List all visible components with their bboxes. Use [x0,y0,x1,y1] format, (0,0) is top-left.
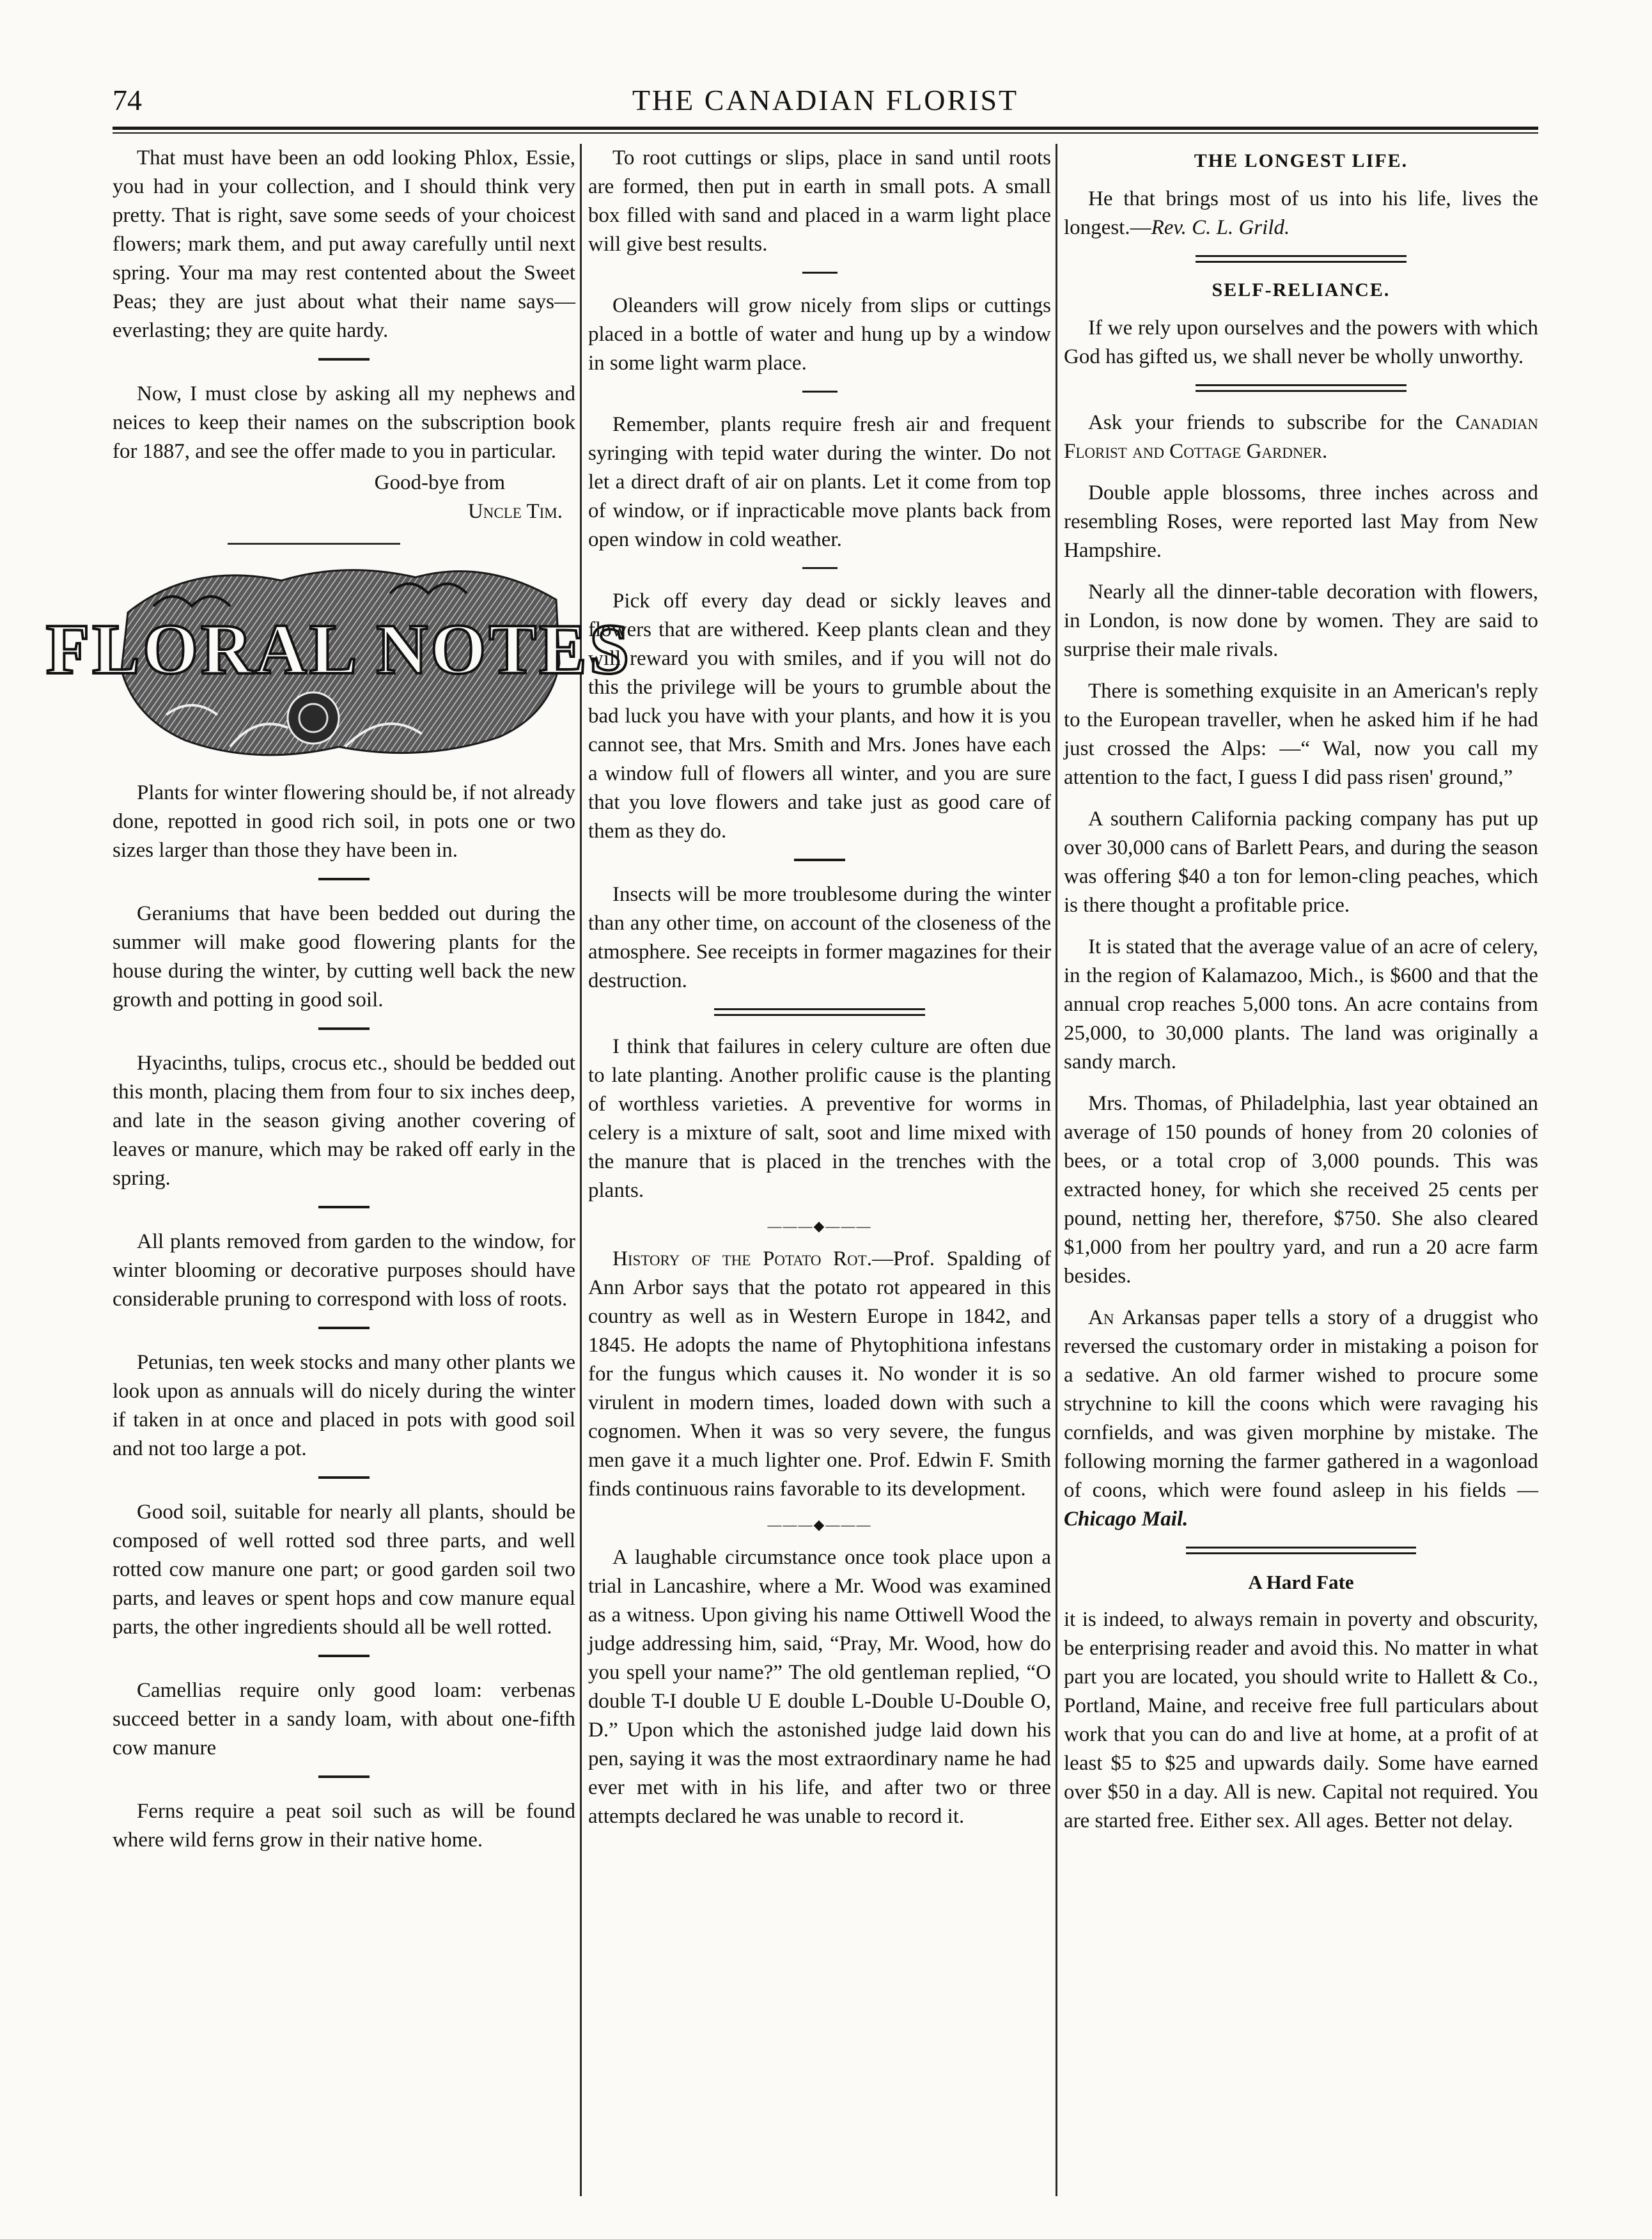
paragraph: Pick off every day dead or sickly leaves and flowers that are withered. Keep plants clean and they will reward you with smiles, and if you will not do this the privilege will be yours to grumble about the bad luck you have with your plants, and how it is you cannot see, that Mrs. Smith and Mrs. Jones have each a window full of flowers all winter, and you are sure that you love flowers and take just as good care of them as they do. [588,589,1051,843]
paragraph: Now, I must close by asking all my nephews and neices to keep their names on the subscription book for 1887, and see the offer made to you in particular. [113,382,575,463]
magazine-name: Canadian Florist and Cottage Gardner. [1064,411,1538,463]
separator-rule [794,859,845,861]
paragraph-body: —Prof. Spalding of Ann Arbor says that the potato rot appeared in this country as well as in Western Europe in 1842, and 1845. He adopts the name of Phytophitiona infestans for the fungus which causes it. No wonder it is so virulent in modern times, loaded down with such a cognomen. When it was so very severe, the fungus men gave it a much lighter one. Prof. Edwin F. Smith finds continuous rains favorable to its development. [588,1247,1051,1501]
paragraph: If we rely upon ourselves and the powers with which God has gifted us, we shall never be wholly unworthy. [1064,316,1538,368]
separator-rule [802,391,838,393]
signoff-line: Good-bye from [374,471,505,494]
paragraph-body: Ask your friends to subscribe for the [1088,411,1456,434]
paragraph: Geraniums that have been bedded out during the summer will make good flowering plants for the house during the winter, by cutting well back the new growth and potting in good soil. [113,902,575,1011]
paragraph: A southern California packing company has put up over 30,000 cans of Barlett Pears, and during the season was offering $40 a ton for lemon-cling peaches, which is there thought a profitable price. [1064,807,1538,917]
paragraph-lead: An [1088,1306,1114,1329]
paragraph: There is something exquisite in an American's reply to the European traveller, when he asked him if he had just crossed the Alps: —“ Wal, now you call my attention to the fact, I guess I did pass risen' ground,” [1064,680,1538,789]
paragraph: I think that failures in celery culture are often due to late planting. Another prolific cause is the planting of worthless varieties. A preventive for worms in celery is a mixture of salt, soot and lime mixed with the manure that is placed in the trenches with the plants. [588,1035,1051,1202]
column-right [1064,144,1538,2196]
separator-rule [318,1655,370,1657]
floral-notes-logo [45,555,632,766]
running-title: THE CANADIAN FLORIST [632,84,1019,116]
paragraph-body: Arkansas paper tells a story of a druggist who reversed the customary order in mistaking a poison for a sedative. An old farmer wished to procure some strychnine to kill the coons which were ravaging his cornfields, and was given morphine by mistake. The following morning the farmer gathered in a wagonload of coons, which were found asleep in his fields — [1064,1306,1538,1502]
paragraph: A laughable circumstance once took place upon a trial in Lancashire, where a Mr. Wood was examined as a witness. Upon giving his name Ottiwell Wood the judge addressing him, said, “Pray, Mr. Wood, how do you spell your name?” The old gentleman replied, “O double T-I double U E double L-Double U-Double O, D.” Upon which the astonished judge laid down his pen, saying it was the most extraordinary name he had ever met with in his life, and after two or three attempts declared he was unable to record it. [588,1546,1051,1828]
separator-rule [318,1206,370,1208]
paragraph-subscribe [1064,409,1538,466]
ornament-rule: ———◆——— [767,1517,872,1533]
floral-notes-banner [45,555,632,766]
separator-rule [318,1775,370,1778]
ornament-rule: ———◆——— [767,1218,872,1234]
column-left [45,144,632,2196]
paragraph: Oleanders will grow nicely from slips or cuttings placed in a bottle of water and hung up by a window in some light warm place. [588,294,1051,375]
paragraph: Hyacinths, tulips, crocus etc., should be bedded out this month, placing them from four to six inches deep, and late in the season giving another covering of leaves or manure, which may be raked off early in the spring. [113,1052,575,1190]
paragraph: Ferns require a peat soil such as will be found where wild ferns grow in their native home. [113,1800,575,1852]
paragraph-citation: Chicago Mail. [1064,1508,1188,1531]
paragraph: Camellias require only good loam: verbenas succeed better in a sandy loam, with about one-fifth cow manure [113,1679,575,1759]
section-heading: SELF-RELIANCE. [1212,279,1391,300]
header-rule [113,127,1538,130]
paragraph: That must have been an odd looking Phlox, Essie, you had in your collection, and I should think very pretty. That is right, save some seeds of your choicest flowers; mark them, and put away carefully until next spring. Your ma may rest contented about the Sweet Peas; they are just about what their name says—everlasting; they are quite hardy. [113,146,575,342]
signoff-name: Uncle Tim. [467,500,563,523]
paragraph: Mrs. Thomas, of Philadelphia, last year obtained an average of 150 pounds of honey from 20 colonies of bees, or a total crop of 3,000 pounds. This was extracted honey, for which she received 25 cents per pound, netting her, therefore, $750. She also cleared $1,000 from her poultry yard, and run a 20 acre farm besides. [1064,1092,1538,1288]
column-middle [588,144,1051,2196]
paragraph: To root cuttings or slips, place in sand until roots are formed, then put in earth in small pots. A small box filled with sand and placed in a warm light place will give best results. [588,146,1051,256]
section-heading: A Hard Fate [1248,1571,1354,1593]
paragraph: Petunias, ten week stocks and many other plants we look upon as annuals will do nicely during the winter if taken in at once and placed in pots with good soil and not too large a pot. [113,1351,575,1460]
separator-rule [318,1476,370,1479]
paragraph: Plants for winter flowering should be, if not already done, repotted in good rich soil, in pots one or two sizes larger than those they have been in. [113,781,575,862]
paragraph-lead: History of the Potato Rot. [612,1247,872,1270]
paragraph: Remember, plants require fresh air and frequent syringing with tepid water during the winter. Do not let a direct draft of air on plants. Let it come from top of window, or if inpracticable move plants back from open window in cold weather. [588,413,1051,551]
double-separator-rule [714,1008,925,1016]
separator-rule [802,272,838,274]
double-separator-rule [1196,255,1407,263]
quote-citation: Rev. C. L. Grild. [1151,216,1290,239]
separator-rule [802,567,838,569]
column-divider [580,144,582,2196]
double-separator-rule [1186,1547,1416,1554]
paragraph: Insects will be more troublesome during the winter than any other time, on account of the closeness of the atmosphere. See receipts in former magazines for their destruction. [588,883,1051,992]
separator-rule [228,543,400,545]
separator-rule [318,878,370,880]
double-separator-rule [1196,384,1407,392]
quote-text: He that brings most of us into his life, lives the longest.— [1064,187,1538,239]
column-divider [1056,144,1057,2196]
paragraph: Nearly all the dinner-table decoration with flowers, in London, is now done by women. They are said to surprise their male rivals. [1064,581,1538,661]
header-rule-thin [113,132,1538,134]
separator-rule [318,358,370,361]
page-number: 74 [113,84,142,116]
separator-rule [318,1327,370,1329]
paragraph-potato-rot [588,1245,1051,1504]
paragraph: Double apple blossoms, three inches across and resembling Roses, were reported last May from New Hampshire. [1064,481,1538,562]
banner-lettering: FLORAL NOTES [45,610,632,689]
paragraph-arkansas [1064,1304,1538,1534]
paragraph: All plants removed from garden to the window, for winter blooming or decorative purposes should have considerable pruning to correspond with loss of roots. [113,1230,575,1311]
quote-paragraph [1064,185,1538,242]
section-heading: THE LONGEST LIFE. [1194,150,1408,171]
paragraph: it is indeed, to always remain in poverty and obscurity, be enterprising reader and avoid this. No matter in what part you are located, you should write to Hallett & Co., Portland, Maine, and receive free full particulars about work that you can do and live at home, at a profit of at least $5 to $25 and upwards daily. Some have earned over $50 in a day. All is new. Capital not required. You are started free. Either sex. All ages. Better not delay. [1064,1608,1538,1832]
paragraph: Good soil, suitable for nearly all plants, should be composed of well rotted sod three parts, and well rotted cow manure one part; or good garden soil two parts, and leaves or spent hops and cow manure equal parts, the other ingredients should all be well rotted. [113,1501,575,1639]
separator-rule [318,1027,370,1030]
paragraph: It is stated that the average value of an acre of celery, in the region of Kalamazoo, Mich., is $600 and that the annual crop reaches 5,000 tons. An acre contains from 25,000, to 30,000 plants. The land was originally a sandy march. [1064,935,1538,1073]
